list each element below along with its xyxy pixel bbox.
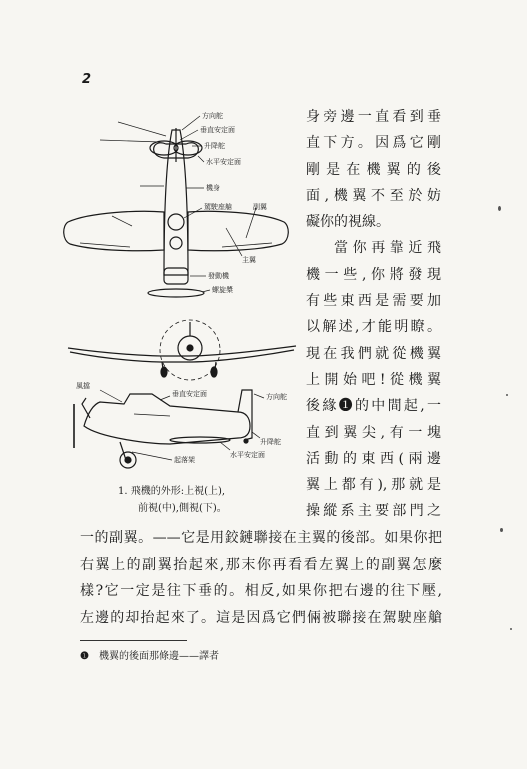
side-text-column — [306, 104, 441, 525]
footnote-text: 機翼的後面那條邊——譯者 — [98, 651, 219, 662]
side-fin-shape — [238, 390, 252, 440]
body-paragraph — [80, 525, 442, 631]
side-text-line: 身旁邊一直看到垂 — [306, 109, 441, 125]
front-view-drawing — [68, 320, 296, 380]
side-text-line: 當你再靠近飛 — [334, 240, 441, 257]
body-text-line: 一的副翼。——它是用鉸鏈聯接在主翼的後部。如果你把 — [80, 530, 442, 546]
footnote — [80, 650, 219, 664]
side-text-line: 剛是在機翼的後 — [306, 161, 441, 178]
label-rudder: 方向舵 — [202, 112, 223, 120]
caption-line-2: 前視(中),側視(下)。 — [138, 503, 227, 514]
right-aileron-line — [222, 243, 272, 247]
label-propeller: 螺旋槳 — [212, 286, 233, 294]
cockpit-circle — [168, 214, 184, 230]
label-side-horizontal-stabilizer: 水平安定面 — [230, 451, 265, 459]
side-text-line: 後緣❶的中間起,一 — [306, 398, 441, 415]
body-text-line: 右翼上的副翼抬起來,那末你再看看左翼上的副翼怎麼 — [80, 556, 442, 573]
body-text-line: 樣?它一定是往下垂的。相反,如果你把右邊的往下壓, — [80, 583, 442, 599]
airplane-figure — [60, 100, 310, 500]
label-main-wing: 主翼 — [242, 256, 256, 264]
side-text-line: 直到翼尖,有一塊 — [306, 424, 441, 441]
label-aileron: 副翼 — [253, 203, 267, 211]
side-text-line: 操縱系主要部門之 — [306, 503, 441, 520]
side-text-line: 活動的東西(兩邊 — [306, 450, 441, 467]
figure-caption — [118, 483, 318, 517]
page-number: 2 — [82, 72, 92, 87]
front-spinner — [187, 345, 193, 351]
engine-shape — [164, 268, 188, 284]
tail-wheel — [244, 439, 248, 443]
label-vertical-stabilizer: 垂直安定面 — [200, 126, 235, 134]
label-fuselage: 機身 — [206, 184, 220, 192]
body-text-line: 左邊的却抬起來了。這是因爲它們倆被聯接在駕駛座艙 — [80, 609, 442, 626]
label-cockpit: 駕駛座艙 — [204, 203, 232, 211]
label-side-vertical-stabilizer: 垂直安定面 — [172, 390, 207, 398]
right-wing-shape — [188, 211, 288, 250]
side-fuselage-shape — [84, 394, 250, 444]
left-aileron-line — [80, 243, 130, 247]
side-text-line: 翼上都有),那就是 — [306, 477, 441, 494]
side-text-line: 直下方。因爲它剛 — [306, 135, 441, 152]
side-text-line: 現在我們就從機翼 — [306, 345, 441, 362]
front-wing-line — [68, 346, 296, 356]
label-landing-gear: 起落架 — [174, 456, 195, 464]
label-elevator: 升降舵 — [204, 142, 225, 150]
footnote-marker: ❶ — [80, 651, 89, 662]
footnote-divider — [80, 640, 187, 641]
caption-line-1: 1. 飛機的外形:上視(上), — [118, 486, 226, 497]
front-right-wheel — [211, 367, 217, 377]
side-text-line: 有些東西是需要加 — [306, 293, 441, 310]
label-canopy: 風擋 — [76, 382, 90, 390]
scan-speck — [498, 206, 501, 211]
side-windshield — [82, 398, 90, 418]
side-text-line: 面,機翼不至於妨 — [306, 187, 441, 204]
side-text-line: 礙你的視線。 — [306, 214, 390, 231]
side-text-line: 機一些,你將發現 — [306, 266, 441, 283]
label-side-rudder: 方向舵 — [266, 393, 287, 401]
label-engine: 發動機 — [208, 272, 229, 280]
label-side-elevator: 升降舵 — [260, 438, 281, 446]
side-text-line: 上開始吧!從機翼 — [306, 371, 441, 388]
scan-speck — [510, 628, 512, 630]
propeller-shape — [148, 289, 204, 297]
front-left-wheel — [161, 367, 167, 377]
side-text-line: 以解述,才能明瞭。 — [306, 319, 441, 336]
label-horizontal-stabilizer: 水平安定面 — [206, 158, 241, 166]
cockpit-circle-2 — [170, 237, 182, 249]
scan-speck — [506, 394, 508, 396]
scan-speck — [500, 528, 503, 532]
